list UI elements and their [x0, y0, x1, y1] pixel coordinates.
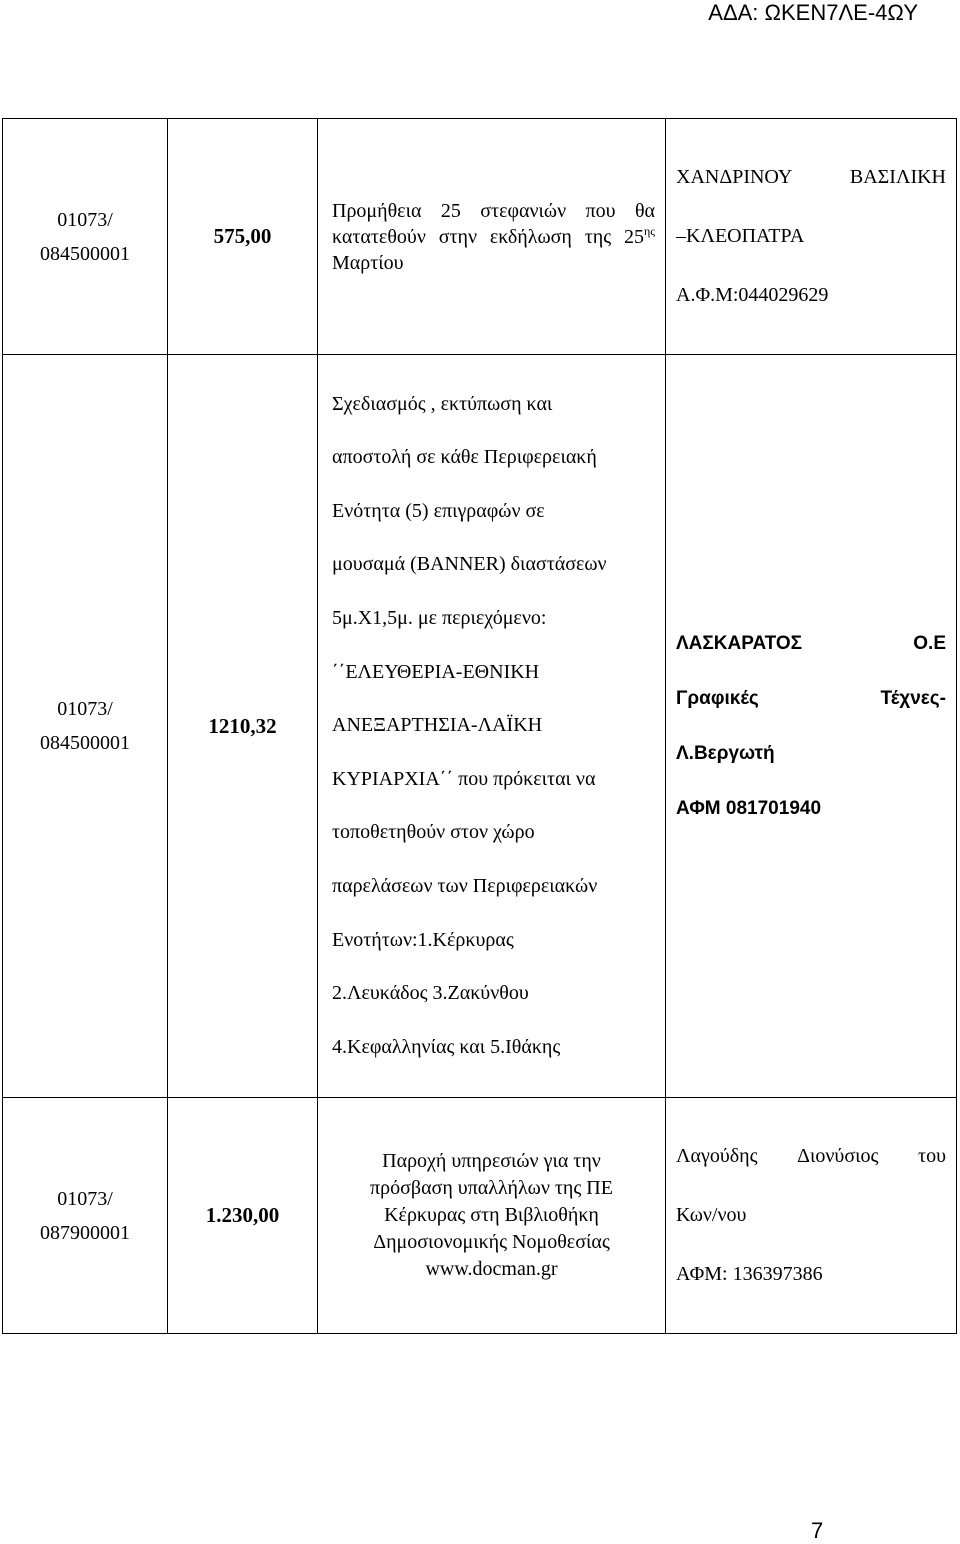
supplier-name: ΛΑΣΚΑΡΑΤΟΣ — [676, 633, 803, 654]
description-line: ΑΝΕΞΑΡΤΗΣΙΑ-ΛΑΪΚΗ — [332, 714, 543, 737]
amount: 1.230,00 — [205, 1203, 280, 1227]
supplier-line — [676, 148, 946, 207]
description-line: τοποθετηθούν στον χώρο — [332, 821, 535, 844]
description-line: Ενότητα (5) επιγραφών σε — [332, 499, 545, 522]
description-line: Κέρκυρας στη Βιβλιοθήκη — [384, 1204, 599, 1226]
budget-code-cell — [3, 1098, 168, 1334]
budget-code-line: 087900001 — [40, 1221, 130, 1244]
table-row — [3, 1098, 957, 1334]
budget-code-line: 01073/ — [57, 208, 113, 231]
description-line: 4.Κεφαλληνίας και 5.Ιθάκης — [332, 1035, 561, 1058]
amount: 1210,32 — [208, 713, 277, 738]
supplier-line — [676, 1127, 946, 1186]
supplier-activity-2: Τέχνες- — [880, 688, 946, 709]
supplier-afm: ΑΦΜ: 136397386 — [676, 1263, 823, 1285]
description — [318, 378, 665, 1075]
supplier-firstname: Διονύσιος — [797, 1145, 879, 1167]
supplier-of: του — [918, 1145, 946, 1167]
description-line: ΚΥΡΙΑΡΧΙΑ΄΄ που πρόκειται να — [332, 767, 596, 790]
supplier — [666, 616, 956, 836]
budget-code-line: 084500001 — [40, 732, 130, 754]
table-row — [3, 355, 957, 1098]
description-cell — [318, 355, 666, 1098]
supplier-fathername: Κων/νου — [676, 1204, 747, 1226]
supplier-surname: Λαγούδης — [676, 1145, 758, 1167]
description-line: Σχεδιασμός , εκτύπωση και — [332, 392, 553, 415]
description — [318, 1148, 665, 1283]
supplier — [666, 148, 956, 325]
supplier-afm: ΑΦΜ 081701940 — [676, 798, 822, 819]
table-row — [3, 119, 957, 355]
budget-code-line: 01073/ — [57, 1187, 113, 1210]
description-tail: Μαρτίου — [332, 251, 404, 274]
description-line: 2.Λευκάδος 3.Ζακύνθου — [332, 982, 529, 1005]
budget-code-cell — [3, 355, 168, 1098]
description-line: Ενοτήτων:1.Κέρκυρας — [332, 928, 514, 951]
expenses-table — [2, 118, 957, 1334]
description — [318, 198, 665, 276]
supplier — [666, 1127, 956, 1304]
supplier-line — [676, 616, 946, 671]
supplier-address: Λ.Βεργωτή — [676, 743, 775, 764]
description-line: Παροχή υπηρεσιών για την — [382, 1150, 601, 1172]
supplier-cell — [666, 119, 957, 355]
description-line: www.docman.gr — [425, 1258, 558, 1280]
page-number: 7 — [811, 1518, 824, 1543]
supplier-afm: Α.Φ.Μ:044029629 — [676, 284, 829, 306]
description-line: 5μ.Χ1,5μ. με περιεχόμενο: — [332, 607, 547, 630]
description-line: παρελάσεων των Περιφερειακών — [332, 874, 598, 897]
budget-code-line: 01073/ — [57, 698, 113, 720]
amount-cell — [168, 355, 318, 1098]
description-line: πρόσβαση υπαλλήλων της ΠΕ — [370, 1177, 613, 1199]
supplier-line — [676, 671, 946, 726]
amount-cell — [168, 119, 318, 355]
supplier-activity: Γραφικές — [676, 688, 759, 709]
description-cell — [318, 1098, 666, 1334]
description-line: αποστολή σε κάθε Περιφερειακή — [332, 446, 597, 469]
supplier-company-type: Ο.Ε — [913, 633, 946, 654]
supplier-cell — [666, 1098, 957, 1334]
ada-code: ΑΔΑ: ΩΚΕΝ7ΛΕ-4ΩΥ — [708, 0, 918, 25]
supplier-firstname: ΒΑΣΙΛΙΚΗ — [849, 166, 946, 188]
budget-code-cell — [3, 119, 168, 355]
description-line: Δημοσιονομικής Νομοθεσίας — [373, 1231, 610, 1253]
description-line: μουσαμά (BANNER) διαστάσεων — [332, 553, 607, 576]
amount-cell — [168, 1098, 318, 1334]
description-text: Προμήθεια 25 στεφανιών που θα κατατεθούν στην εκδήλωση της 25 — [332, 199, 655, 248]
description-line: ΄΄ΕΛΕΥΘΕΡΙΑ-ΕΘΝΙΚΗ — [332, 660, 540, 683]
supplier-cell — [666, 355, 957, 1098]
amount: 575,00 — [213, 224, 272, 248]
supplier-surname: ΧΑΝΔΡΙΝΟΥ — [676, 166, 793, 188]
description-superscript: ης — [643, 223, 655, 238]
supplier-line: –ΚΛΕΟΠΑΤΡΑ — [676, 225, 805, 247]
budget-code-line: 084500001 — [40, 242, 130, 265]
description-cell — [318, 119, 666, 355]
